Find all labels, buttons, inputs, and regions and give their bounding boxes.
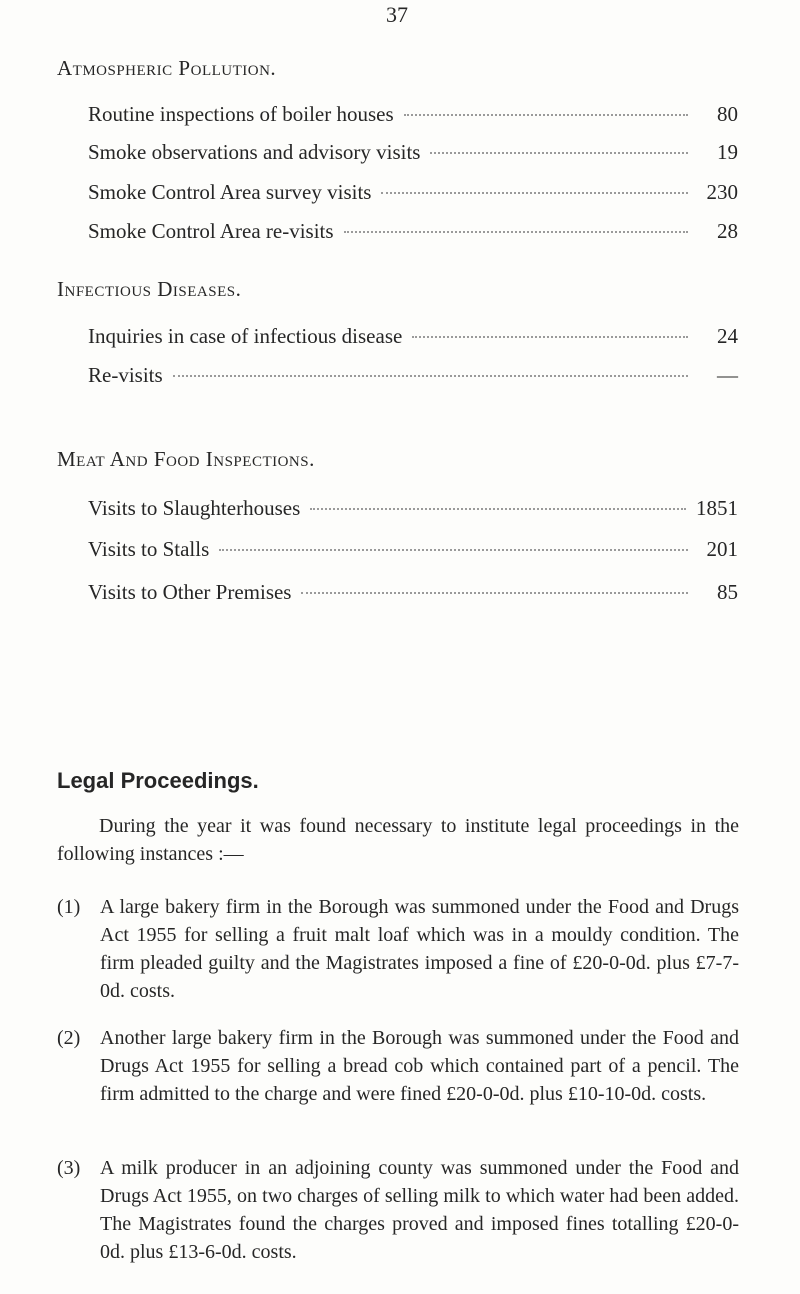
infectious-diseases-heading: Infectious Diseases. xyxy=(57,277,242,301)
case-number: (2) xyxy=(57,1027,81,1049)
dot-leader xyxy=(344,231,688,233)
dot-leader xyxy=(310,508,686,510)
stat-value: 28 xyxy=(717,219,738,243)
stat-row xyxy=(88,363,738,388)
stat-row xyxy=(88,219,738,244)
stat-label: Smoke Control Area survey visits xyxy=(88,180,372,204)
stat-value: 24 xyxy=(717,324,738,348)
stat-row xyxy=(88,102,738,127)
dot-leader xyxy=(430,152,688,154)
dot-leader xyxy=(412,336,688,338)
legal-case-item xyxy=(57,1024,739,1108)
legal-case-item xyxy=(57,893,739,1005)
dot-leader xyxy=(219,549,688,551)
page-number: 37 xyxy=(386,2,408,27)
stat-value: 230 xyxy=(706,180,738,204)
stat-label: Smoke observations and advisory visits xyxy=(88,140,421,164)
case-number: (3) xyxy=(57,1157,81,1179)
stat-label: Routine inspections of boiler houses xyxy=(88,102,394,126)
case-text: A large bakery firm in the Borough was summoned under the Food and Drugs Act 1955 for selling a fruit malt loaf which was in a mouldy condition. The firm pleaded guilty and the Magistrates imposed a fine of £20-0-0d. plus £7-7-0d. costs. xyxy=(100,896,739,1002)
stat-label: Inquiries in case of infectious disease xyxy=(88,324,403,348)
stat-value: 85 xyxy=(717,580,738,604)
legal-intro-paragraph: During the year it was found necessary to institute legal proceedings in the following instances :— xyxy=(57,815,739,865)
stat-row xyxy=(88,580,738,605)
dot-leader xyxy=(404,114,688,116)
case-text: Another large bakery firm in the Borough was summoned under the Food and Drugs Act 1955 for selling a bread cob which contained part of a pencil. The firm admitted to the charge and were fined £20-0-0d. plus £10-10-0d. costs. xyxy=(100,1027,739,1105)
stat-label: Smoke Control Area re-visits xyxy=(88,219,334,243)
stat-value: 80 xyxy=(717,102,738,126)
legal-case-item xyxy=(57,1154,739,1266)
stat-label: Visits to Other Premises xyxy=(88,580,292,604)
stat-value: 1851 xyxy=(696,496,738,520)
atmospheric-pollution-heading: Atmospheric Pollution. xyxy=(57,56,277,80)
stat-label: Visits to Slaughterhouses xyxy=(88,496,301,520)
legal-proceedings-heading: Legal Proceedings. xyxy=(57,768,259,793)
stat-label: Re-visits xyxy=(88,363,163,387)
dot-leader xyxy=(381,192,688,194)
stat-label: Visits to Stalls xyxy=(88,537,210,561)
stat-row xyxy=(88,537,738,562)
stat-value: 201 xyxy=(706,537,738,561)
dot-leader xyxy=(301,592,688,594)
case-text: A milk producer in an adjoining county was summoned under the Food and Drugs Act 1955, on two charges of selling milk to which water had been added. The Magistrates found the charges proved and imposed fines totalling £20-0-0d. plus £13-6-0d. costs. xyxy=(100,1157,739,1263)
case-number: (1) xyxy=(57,896,81,918)
meat-food-inspections-heading: Meat And Food Inspections. xyxy=(57,447,315,471)
stat-value: — xyxy=(717,363,738,387)
stat-row xyxy=(88,496,738,521)
dot-leader xyxy=(173,375,688,377)
stat-row xyxy=(88,180,738,205)
stat-value: 19 xyxy=(717,140,738,164)
stat-row xyxy=(88,140,738,165)
stat-row xyxy=(88,324,738,349)
